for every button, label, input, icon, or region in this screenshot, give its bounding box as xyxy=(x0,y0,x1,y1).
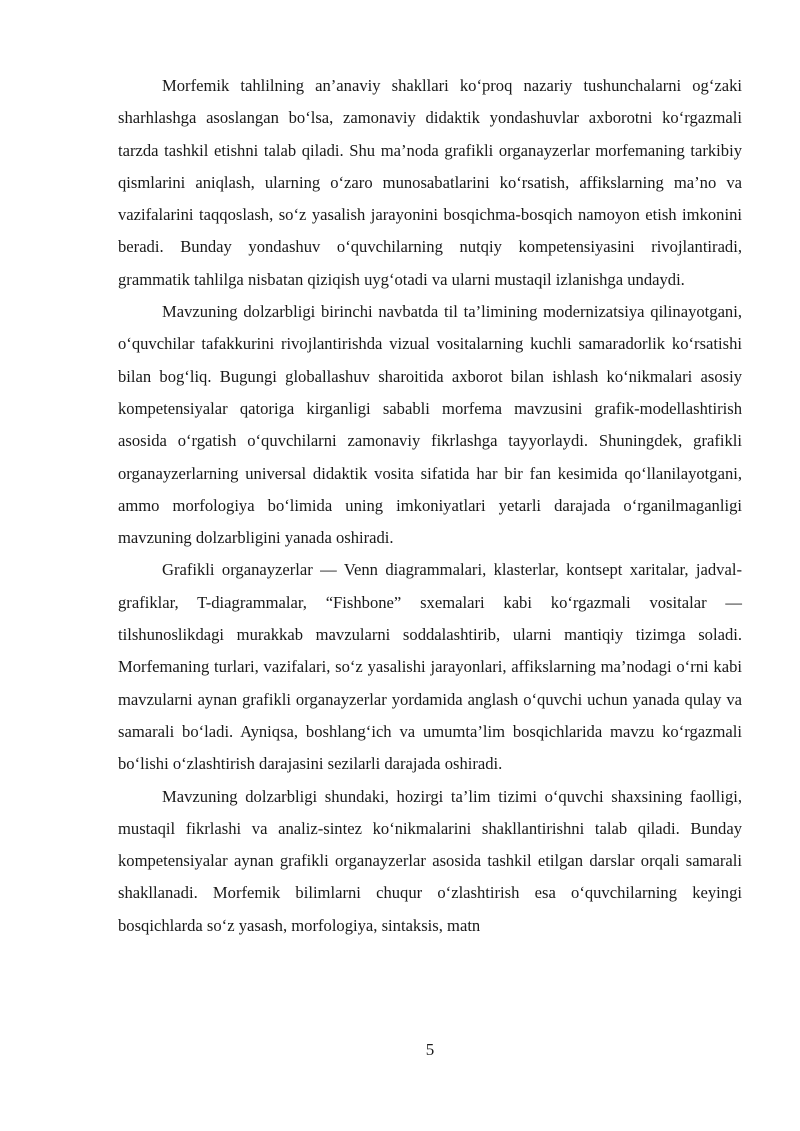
paragraph-3: Grafikli organayzerlar — Venn diagrammalari, klasterlar, kontsept xaritalar, jadval-grafiklar, T-diagrammalar, “Fishbone” sxemalari kabi ko‘rgazmali vositalar — tilshunoslikdagi murakkab mavzularni soddalashtirib, ularni mantiqiy tizimga soladi. Morfemaning turlari, vazifalari, so‘z yasalishi jarayonlari, affikslarning ma’nodagi o‘rni kabi mavzularni aynan grafikli organayzerlar yordamida anglash o‘quvchi uchun yanada qulay va samarali bo‘ladi. Ayniqsa, boshlang‘ich va umumta’lim bosqichlarida mavzu ko‘rgazmali bo‘lishi o‘zlashtirish darajasini sezilarli darajada oshiradi. xyxy=(118,560,742,774)
document-body xyxy=(118,70,742,942)
paragraph-2: Mavzuning dolzarbligi birinchi navbatda til ta’limining modernizatsiya qilinayotgani, o‘quvchilar tafakkurini rivojlantirishda vizual vositalarning kuchli samaradorlik ko‘rsatishi bilan bog‘liq. Bugungi globallashuv sharoitida axborot bilan ishlash ko‘nikmalari asosiy kompetensiyalar qatoriga kirganligi sababli morfema mavzusini grafik-modellashtirish asosida o‘rgatish o‘quvchilarni zamonaviy fikrlashga tayyorlaydi. Shuningdek, grafikli organayzerlarning universal didaktik vosita sifatida har bir fan kesimida qo‘llanilayotgani, ammo morfologiya bo‘limida uning imkoniyatlari yetarli darajada o‘rganilmaganligi mavzuning dolzarbligini yanada oshiradi. xyxy=(118,302,742,548)
paragraph-1: Morfemik tahlilning an’anaviy shakllari ko‘proq nazariy tushunchalarni og‘zaki sharhlashga asoslangan bo‘lsa, zamonaviy didaktik yondashuvlar axborotni ko‘rgazmali tarzda tashkil etishni talab qiladi. Shu ma’noda grafikli organayzerlar morfemaning tarkibiy qismlarini aniqlash, ularning o‘zaro munosabatlarini ko‘rsatish, affikslarning ma’no va vazifalarini taqqoslash, so‘z yasalish jarayonini bosqichma-bosqich namoyon etish imkonini beradi. Bunday yondashuv o‘quvchilarning nutqiy kompetensiyasini rivojlantiradi, grammatik tahlilga nisbatan qiziqish uyg‘otadi va ularni mustaqil izlanishga undaydi. xyxy=(118,76,742,289)
page-number: 5 xyxy=(425,1040,435,1059)
paragraph-4: Mavzuning dolzarbligi shundaki, hozirgi ta’lim tizimi o‘quvchi shaxsining faolligi, mustaqil fikrlashi va analiz-sintez ko‘nikmalarini shakllantirishni talab qiladi. Bunday kompetensiyalar aynan grafikli organayzerlar asosida tashkil etilgan darslar orqali samarali shakllanadi. Morfemik bilimlarni chuqur o‘zlashtirish esa o‘quvchilarning keyingi bosqichlarda so‘z yasash, morfologiya, sintaksis, matn xyxy=(118,786,742,935)
